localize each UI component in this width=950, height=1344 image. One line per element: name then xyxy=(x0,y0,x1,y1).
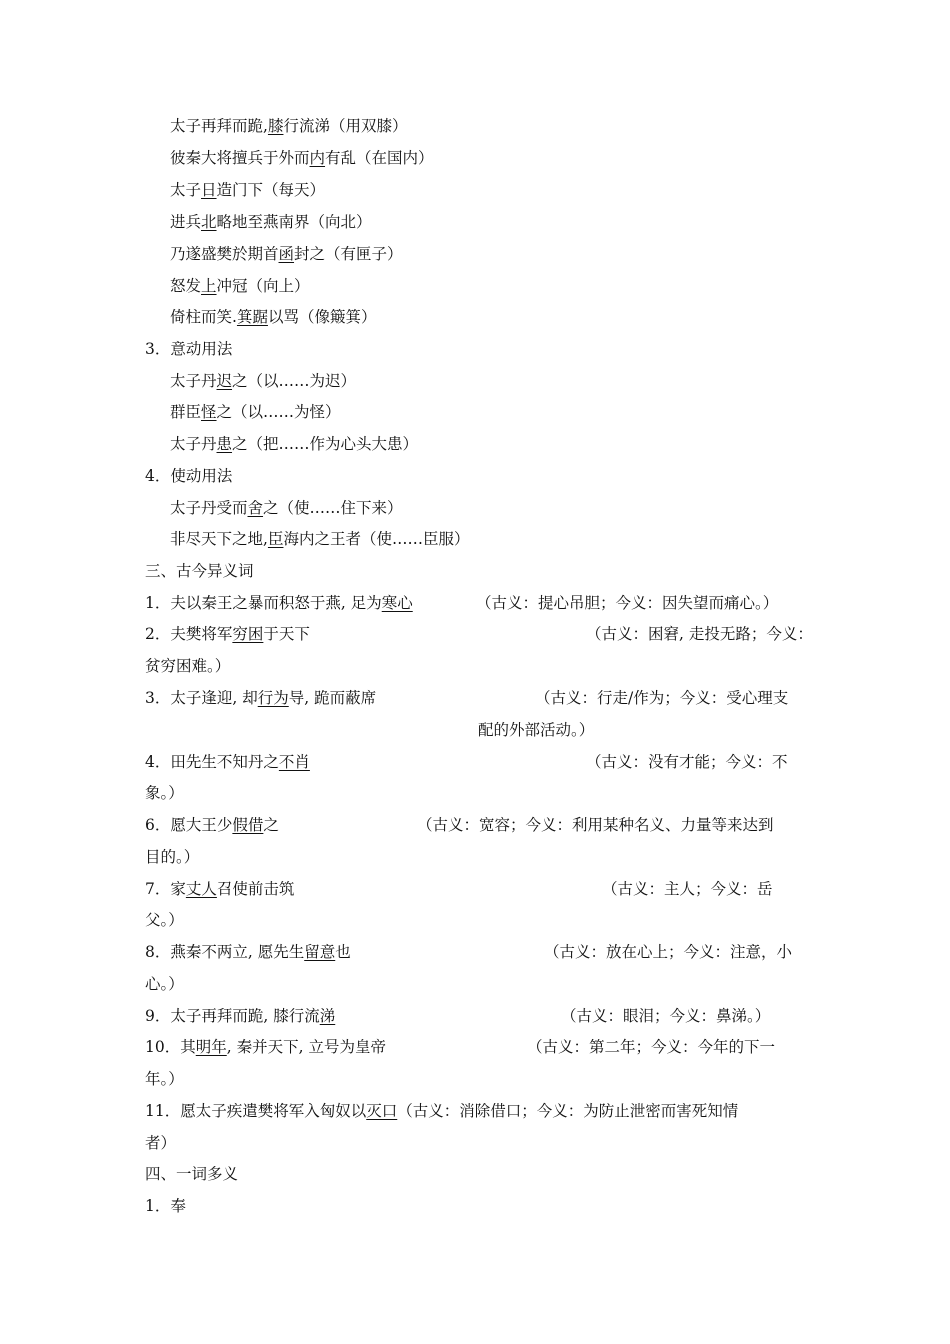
example-line: 进兵北略地至燕南界（向北） xyxy=(170,213,372,231)
key-word: 怪 xyxy=(201,403,217,421)
key-word: 日 xyxy=(201,181,217,199)
meaning-note: （古义：没有才能；今义：不 xyxy=(586,753,788,771)
meaning-note-cont: 目的。） xyxy=(145,848,200,866)
key-word: 北 xyxy=(201,213,217,231)
meaning-note: （古义：眼泪；今义：鼻涕。） xyxy=(561,1007,771,1025)
meaning-note-cont: 者） xyxy=(145,1134,177,1152)
key-word: 迟 xyxy=(216,372,233,390)
key-word: 臣 xyxy=(267,530,284,548)
meaning-note-cont: 心。） xyxy=(145,975,184,993)
term-line: 2．夫樊将军穷困于天下 xyxy=(145,625,310,643)
subsection-heading: 1．奉 xyxy=(145,1197,186,1215)
example-line: 彼秦大将擅兵于外而内有乱（在国内） xyxy=(170,149,434,167)
term-line: 7．家丈人召使前击筑 xyxy=(145,880,295,898)
key-word: 留意 xyxy=(304,943,336,961)
meaning-note: （古义：行走/作为；今义：受心理支 xyxy=(535,689,789,707)
term-line: 4．田先生不知丹之不肖 xyxy=(145,753,310,771)
subsection-heading: 3．意动用法 xyxy=(145,340,233,358)
meaning-note-cont: 父。） xyxy=(145,911,184,929)
example-line: 太子再拜而跪,膝行流涕（用双膝） xyxy=(170,117,408,135)
term-line: 9．太子再拜而跪, 膝行流涕 xyxy=(145,1007,336,1025)
key-word: 函 xyxy=(278,245,295,263)
key-word: 舍 xyxy=(247,499,264,517)
meaning-note-cont: 配的外部活动。） xyxy=(478,721,595,739)
key-word: 上 xyxy=(201,277,217,295)
term-line: 6．愿大王少假借之 xyxy=(145,816,279,834)
term-line: 1．夫以秦王之暴而积怒于燕, 足为寒心 xyxy=(145,594,413,612)
term-line: 11．愿太子疾遣樊将军入匈奴以灭口（古义：消除借口；今义：为防止泄密而害死知情 xyxy=(145,1102,739,1120)
subsection-heading: 4．使动用法 xyxy=(145,467,233,485)
meaning-note: （古义：提心吊胆；今义：因失望而痛心。） xyxy=(476,594,779,612)
key-word: 患 xyxy=(216,435,233,453)
meaning-note: （古义：第二年；今义：今年的下一 xyxy=(527,1038,776,1056)
key-word: 丈人 xyxy=(185,880,217,898)
key-word: 穷困 xyxy=(232,625,264,643)
key-word: 行为 xyxy=(257,689,289,707)
example-line: 太子丹患之（把……作为心头大患） xyxy=(170,435,419,453)
meaning-note-cont: 贫穷困难。） xyxy=(145,657,231,675)
meaning-note: （古义：困窘, 走投无路；今义： xyxy=(586,625,813,643)
key-word: 灭口 xyxy=(366,1102,398,1120)
term-line: 3．太子逢迎, 却行为导, 跪而蔽席 xyxy=(145,689,377,707)
key-word: 不肖 xyxy=(278,753,310,771)
example-line: 非尽天下之地,臣海内之王者（使……臣服） xyxy=(170,530,470,548)
key-word: 内 xyxy=(309,149,326,167)
example-line: 太子日造门下（每天） xyxy=(170,181,326,199)
key-word: 膝 xyxy=(267,117,284,135)
key-word: 寒心 xyxy=(381,594,413,612)
key-word: 假借 xyxy=(232,816,264,834)
example-line: 太子丹受而舍之（使……住下来） xyxy=(170,499,403,517)
example-line: 太子丹迟之（以……为迟） xyxy=(170,372,357,390)
section-heading: 四、一词多义 xyxy=(145,1165,239,1183)
example-line: 乃遂盛樊於期首函封之（有匣子） xyxy=(170,245,403,263)
example-line: 群臣怪之（以……为怪） xyxy=(170,403,341,421)
example-line: 倚柱而笑.箕踞以骂（像簸箕） xyxy=(170,308,377,326)
meaning-note: （古义：主人；今义：岳 xyxy=(602,880,773,898)
term-line: 8．燕秦不两立, 愿先生留意也 xyxy=(145,943,351,961)
meaning-note-cont: 年。） xyxy=(145,1070,184,1088)
meaning-note: （古义：放在心上；今义：注意，小 xyxy=(544,943,793,961)
meaning-note: （古义：宽容；今义：利用某种名义、力量等来达到 xyxy=(417,816,774,834)
example-line: 怒发上冲冠（向上） xyxy=(170,277,310,295)
key-word: 箕踞 xyxy=(236,308,268,326)
section-heading: 三、古今异义词 xyxy=(145,562,254,580)
term-line: 10．其明年, 秦并天下, 立号为皇帝 xyxy=(145,1038,386,1056)
meaning-note: （古义：消除借口；今义：为防止泄密而害死知情 xyxy=(397,1102,739,1120)
key-word: 涕 xyxy=(319,1007,336,1025)
meaning-note-cont: 象。） xyxy=(145,784,184,802)
key-word: 明年 xyxy=(195,1038,227,1056)
